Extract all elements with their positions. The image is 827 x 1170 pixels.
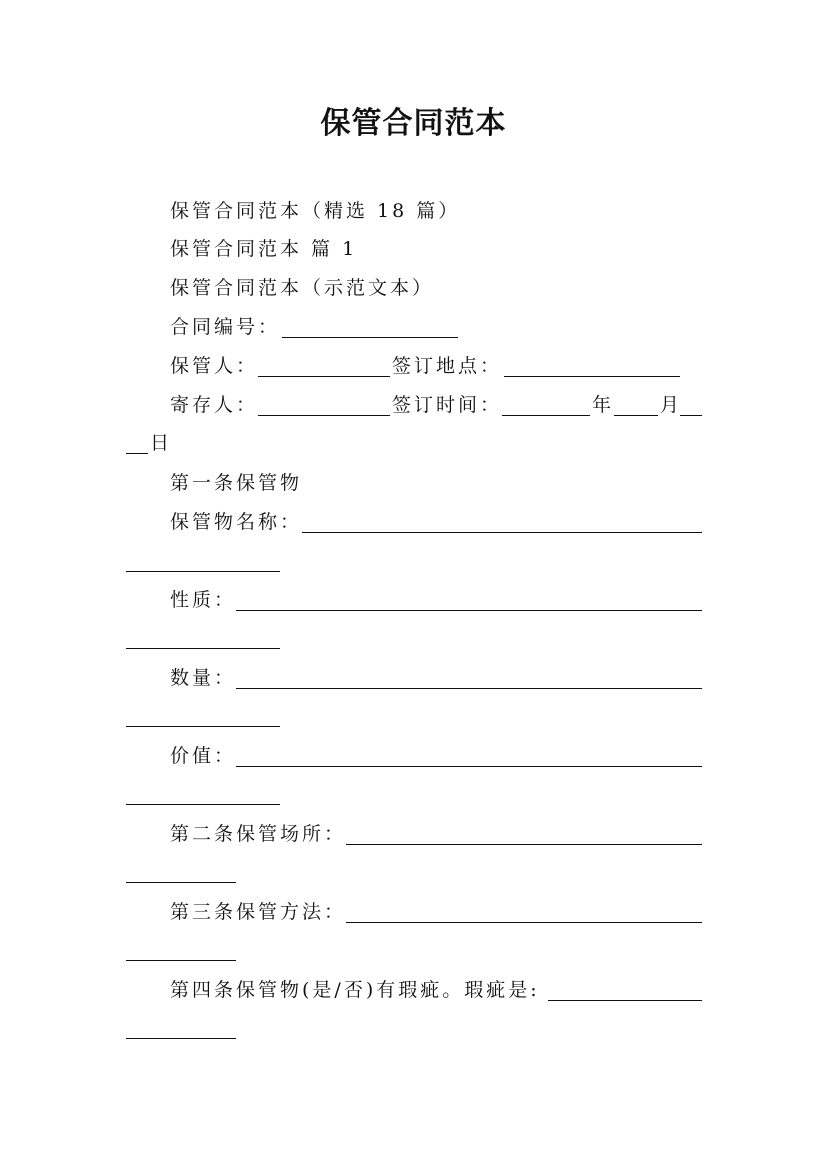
nature-field-cont[interactable] (126, 647, 280, 649)
value-field-cont[interactable] (126, 803, 280, 805)
subtitle-line: 保管合同范本（精选 18 篇） (170, 200, 461, 222)
defect-field-cont[interactable] (126, 1037, 236, 1039)
sign-month-field[interactable] (614, 414, 658, 416)
sign-place-field[interactable] (504, 375, 680, 377)
year-label: 年 (592, 394, 615, 416)
quantity-field[interactable] (236, 687, 702, 689)
value-field[interactable] (236, 765, 702, 767)
document-title: 保管合同范本 (320, 106, 507, 141)
storage-place-field-cont[interactable] (126, 881, 236, 883)
value-label: 价值： (170, 745, 237, 767)
sign-day-field-cont[interactable] (126, 452, 148, 454)
quantity-label: 数量： (170, 667, 237, 689)
nature-label: 性质： (170, 589, 237, 611)
contract-number-field[interactable] (282, 336, 458, 338)
article-3-label: 第三条保管方法： (170, 901, 347, 923)
contract-number-label: 合同编号： (170, 316, 281, 338)
sign-time-label: 签订时间： (392, 394, 503, 416)
storage-place-field[interactable] (346, 843, 702, 845)
article-2-label: 第二条保管场所： (170, 823, 347, 845)
article-4-label: 第四条保管物(是/否)有瑕疵。瑕疵是: (170, 979, 540, 1001)
storage-method-field[interactable] (346, 921, 702, 923)
item-name-field[interactable] (302, 531, 702, 533)
sign-place-label: 签订地点： (392, 355, 503, 377)
storage-method-field-cont[interactable] (126, 959, 236, 961)
depositor-field[interactable] (258, 414, 390, 416)
nature-field[interactable] (236, 609, 702, 611)
sign-year-field[interactable] (502, 414, 590, 416)
defect-field[interactable] (548, 999, 702, 1001)
custodian-label: 保管人： (170, 355, 259, 377)
item-name-label: 保管物名称： (170, 511, 303, 533)
item-name-field-cont[interactable] (126, 570, 280, 572)
sign-day-field[interactable] (680, 414, 702, 416)
custodian-field[interactable] (258, 375, 390, 377)
month-label: 月 (660, 394, 683, 416)
section-heading: 保管合同范本 篇 1 (170, 238, 358, 260)
article-1-heading: 第一条保管物 (170, 472, 303, 494)
day-label: 日 (150, 432, 173, 454)
depositor-label: 寄存人： (170, 394, 259, 416)
quantity-field-cont[interactable] (126, 725, 280, 727)
model-text-heading: 保管合同范本（示范文本） (170, 277, 435, 299)
